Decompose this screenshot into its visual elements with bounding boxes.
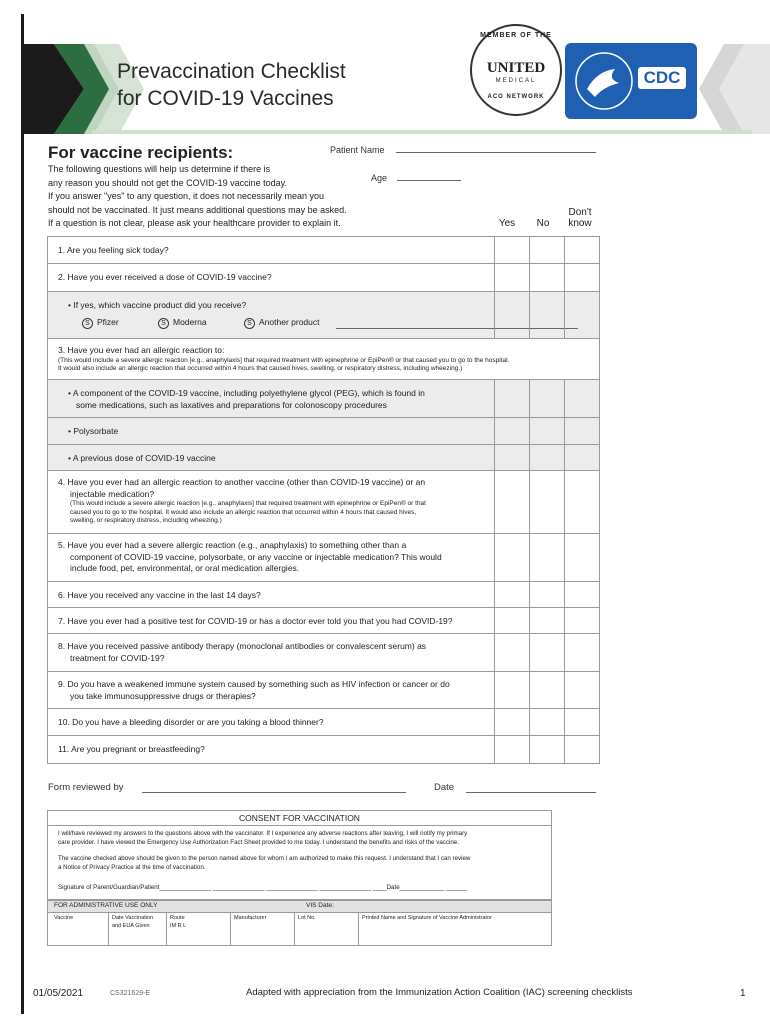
patient-name-label: Patient Name	[330, 145, 385, 155]
answer-dont-know[interactable]	[564, 292, 599, 338]
question-row-3: 3. Have you ever had an allergic reaction to: (This would include a severe allergic reaction [e.g., anaphylaxis] that required treatment with epinephrine or EpiPen® or that caused you to go to the hospital. It would also include an allergic reaction that occurred within 4 hours that caused hives, swelling, or respiratory distress, including wheezing.)	[48, 339, 599, 380]
answer-no[interactable]	[529, 672, 564, 708]
route-column: Route IM R L	[170, 915, 187, 929]
question-row-4: 4. Have you ever had an allergic reaction to another vaccine (other than COVID-19 vaccine) or an injectable medication? (This would include a severe allergic reaction [e.g., anaphylaxis] that required treatment with epinephrine or EpiPen® or that caused you to go to the hospital. It would also include an allergic reaction that occurred within 4 hours that caused hives, swelling, or respiratory distress, including wheezing.)	[48, 471, 599, 534]
answer-yes[interactable]	[494, 608, 529, 633]
consent-paragraph-1: I will/have reviewed my answers to the questions above with the vaccinator. If I experience any adverse reactions after leaving, I will notify my primary care provider. I have viewed the Emergency Use Authorization Fact Sheet provided to me today. I understand the benefits and risks of the vaccine.	[58, 830, 468, 846]
recipients-heading: For vaccine recipients:	[48, 143, 234, 162]
answer-dont-know[interactable]	[564, 608, 599, 633]
question-row-6: 6. Have you received any vaccine in the last 14 days?	[48, 582, 599, 608]
consent-box	[47, 810, 552, 900]
review-date-field[interactable]	[466, 792, 596, 793]
answer-dont-know[interactable]	[564, 736, 599, 763]
age-field[interactable]	[397, 180, 461, 181]
answer-no[interactable]	[529, 264, 564, 291]
consent-title: CONSENT FOR VACCINATION	[239, 813, 360, 823]
admin-header-bar: FOR ADMINISTRATIVE USE ONLY VIS Date:	[48, 901, 551, 913]
answer-no[interactable]	[529, 418, 564, 444]
option-pfizer[interactable]: S Pfizer	[82, 317, 119, 329]
answer-no[interactable]	[529, 237, 564, 263]
date-vaccination-column: Date Vaccination and EUA Given	[112, 915, 154, 929]
answer-no[interactable]	[529, 608, 564, 633]
answer-no[interactable]	[529, 534, 564, 581]
answer-yes[interactable]	[494, 582, 529, 607]
answer-no[interactable]	[529, 634, 564, 671]
answer-no[interactable]	[529, 709, 564, 735]
header-rule	[92, 130, 752, 134]
question-row-3c: • A previous dose of COVID-19 vaccine	[48, 445, 599, 471]
question-row-2: 2. Have you ever received a dose of COVID-19 vaccine?	[48, 264, 599, 292]
consent-paragraph-2: The vaccine checked above should be given to the person named above for whom I am authorized to make this request. I understand that I can review a Notice of Privacy Practice at the time of vaccination.	[58, 855, 471, 871]
footer-date: 01/05/2021	[33, 988, 84, 999]
question-row-8: 8. Have you received passive antibody therapy (monoclonal antibodies or convalescent serum) as treatment for COVID-19?	[48, 634, 599, 672]
answer-dont-know[interactable]	[564, 534, 599, 581]
question-row-10: 10. Do you have a bleeding disorder or are you taking a blood thinner?	[48, 709, 599, 736]
review-date-label: Date	[434, 782, 455, 793]
answer-no[interactable]	[529, 445, 564, 470]
cdc-label: CDC	[638, 67, 686, 89]
lot-number-column: Lot No.	[298, 915, 316, 921]
vaccine-column: Vaccine	[54, 915, 74, 921]
option-moderna[interactable]: S Moderna	[158, 317, 207, 329]
left-margin-rule	[21, 14, 24, 1014]
answer-dont-know[interactable]	[564, 237, 599, 263]
answer-yes[interactable]	[494, 736, 529, 763]
yes-column-header: Yes	[498, 218, 516, 229]
answer-yes[interactable]	[494, 380, 529, 417]
question-row-3b: • Polysorbate	[48, 418, 599, 445]
answer-dont-know[interactable]	[564, 582, 599, 607]
age-label: Age	[371, 173, 388, 183]
consent-signature-line[interactable]: Signature of Parent/Guardian/Patient_______________ _______________ _______________ _______________ ____Date_____________ ______	[58, 884, 467, 891]
admin-use-table	[47, 900, 552, 946]
patient-name-field[interactable]	[396, 152, 596, 153]
answer-yes[interactable]	[494, 418, 529, 444]
question-row-5: 5. Have you ever had a severe allergic reaction (e.g., anaphylaxis) to something other than a component of COVID-19 vaccine, polysorbate, or any vaccine or injectable medication? This would include food, pet, environmental, or oral medication allergies.	[48, 534, 599, 582]
answer-yes[interactable]	[494, 264, 529, 291]
page-number: 1	[740, 988, 746, 999]
form-reviewed-by-field[interactable]	[142, 792, 406, 793]
radio-icon: S	[82, 318, 93, 329]
answer-dont-know[interactable]	[564, 445, 599, 470]
question-table	[47, 236, 600, 764]
no-column-header: No	[536, 218, 550, 229]
answer-dont-know[interactable]	[564, 264, 599, 291]
administrator-column: Printed Name and Signature of Vaccine Administrator	[362, 915, 492, 921]
answer-no[interactable]	[529, 582, 564, 607]
radio-icon: S	[244, 318, 255, 329]
radio-icon: S	[158, 318, 169, 329]
answer-dont-know[interactable]	[564, 634, 599, 671]
footer-credit: Adapted with appreciation from the Immunization Action Coalition (IAC) screening checklists	[246, 987, 633, 998]
answer-dont-know[interactable]	[564, 471, 599, 533]
page-title: Prevaccination Checklist for COVID-19 Vaccines	[117, 60, 346, 110]
intro-text: The following questions will help us determine if there is any reason you should not get the COVID-19 vaccine today. If you answer "yes" to any question, it does not necessarily mean you should not be vaccinated. It just means additional questions may be asked. If a question is not clear, please ask your healthcare provider to explain it.	[48, 164, 347, 228]
answer-no[interactable]	[529, 380, 564, 417]
answer-dont-know[interactable]	[564, 709, 599, 735]
answer-yes[interactable]	[494, 237, 529, 263]
question-row-3a: • A component of the COVID-19 vaccine, including polyethylene glycol (PEG), which is found in some medications, such as laxatives and preparations for colonoscopy procedures	[48, 380, 599, 418]
question-row-11: 11. Are you pregnant or breastfeeding?	[48, 736, 599, 763]
answer-yes[interactable]	[494, 634, 529, 671]
answer-yes[interactable]	[494, 292, 529, 338]
answer-yes[interactable]	[494, 672, 529, 708]
answer-yes[interactable]	[494, 534, 529, 581]
hhs-eagle-icon	[573, 49, 635, 113]
answer-yes[interactable]	[494, 471, 529, 533]
option-another-product[interactable]: S Another product	[244, 317, 319, 329]
answer-dont-know[interactable]	[564, 418, 599, 444]
question-row-2a: • If yes, which vaccine product did you receive? S Pfizer S Moderna S Another product	[48, 292, 599, 339]
consent-divider	[48, 825, 551, 826]
answer-no[interactable]	[529, 292, 564, 338]
answer-dont-know[interactable]	[564, 380, 599, 417]
question-row-9: 9. Do you have a weakened immune system caused by something such as HIV infection or cancer or do you take immunosuppressive drugs or therapies?	[48, 672, 599, 709]
question-row-1: 1. Are you feeling sick today?	[48, 237, 599, 264]
united-medical-aco-seal: MEMBER OF THE UNITED MEDICAL ACO NETWORK	[470, 24, 562, 116]
dont-know-column-header: Don't know	[568, 207, 592, 229]
answer-yes[interactable]	[494, 709, 529, 735]
manufacturer-column: Manufacturer	[234, 915, 267, 921]
footer-code: CS321629-E	[110, 990, 151, 997]
form-reviewed-by-label: Form reviewed by	[48, 782, 124, 793]
answer-no[interactable]	[529, 471, 564, 533]
answer-no[interactable]	[529, 736, 564, 763]
answer-yes[interactable]	[494, 445, 529, 470]
answer-dont-know[interactable]	[564, 672, 599, 708]
question-row-7: 7. Have you ever had a positive test for COVID-19 or has a doctor ever told you that you had COVID-19?	[48, 608, 599, 634]
